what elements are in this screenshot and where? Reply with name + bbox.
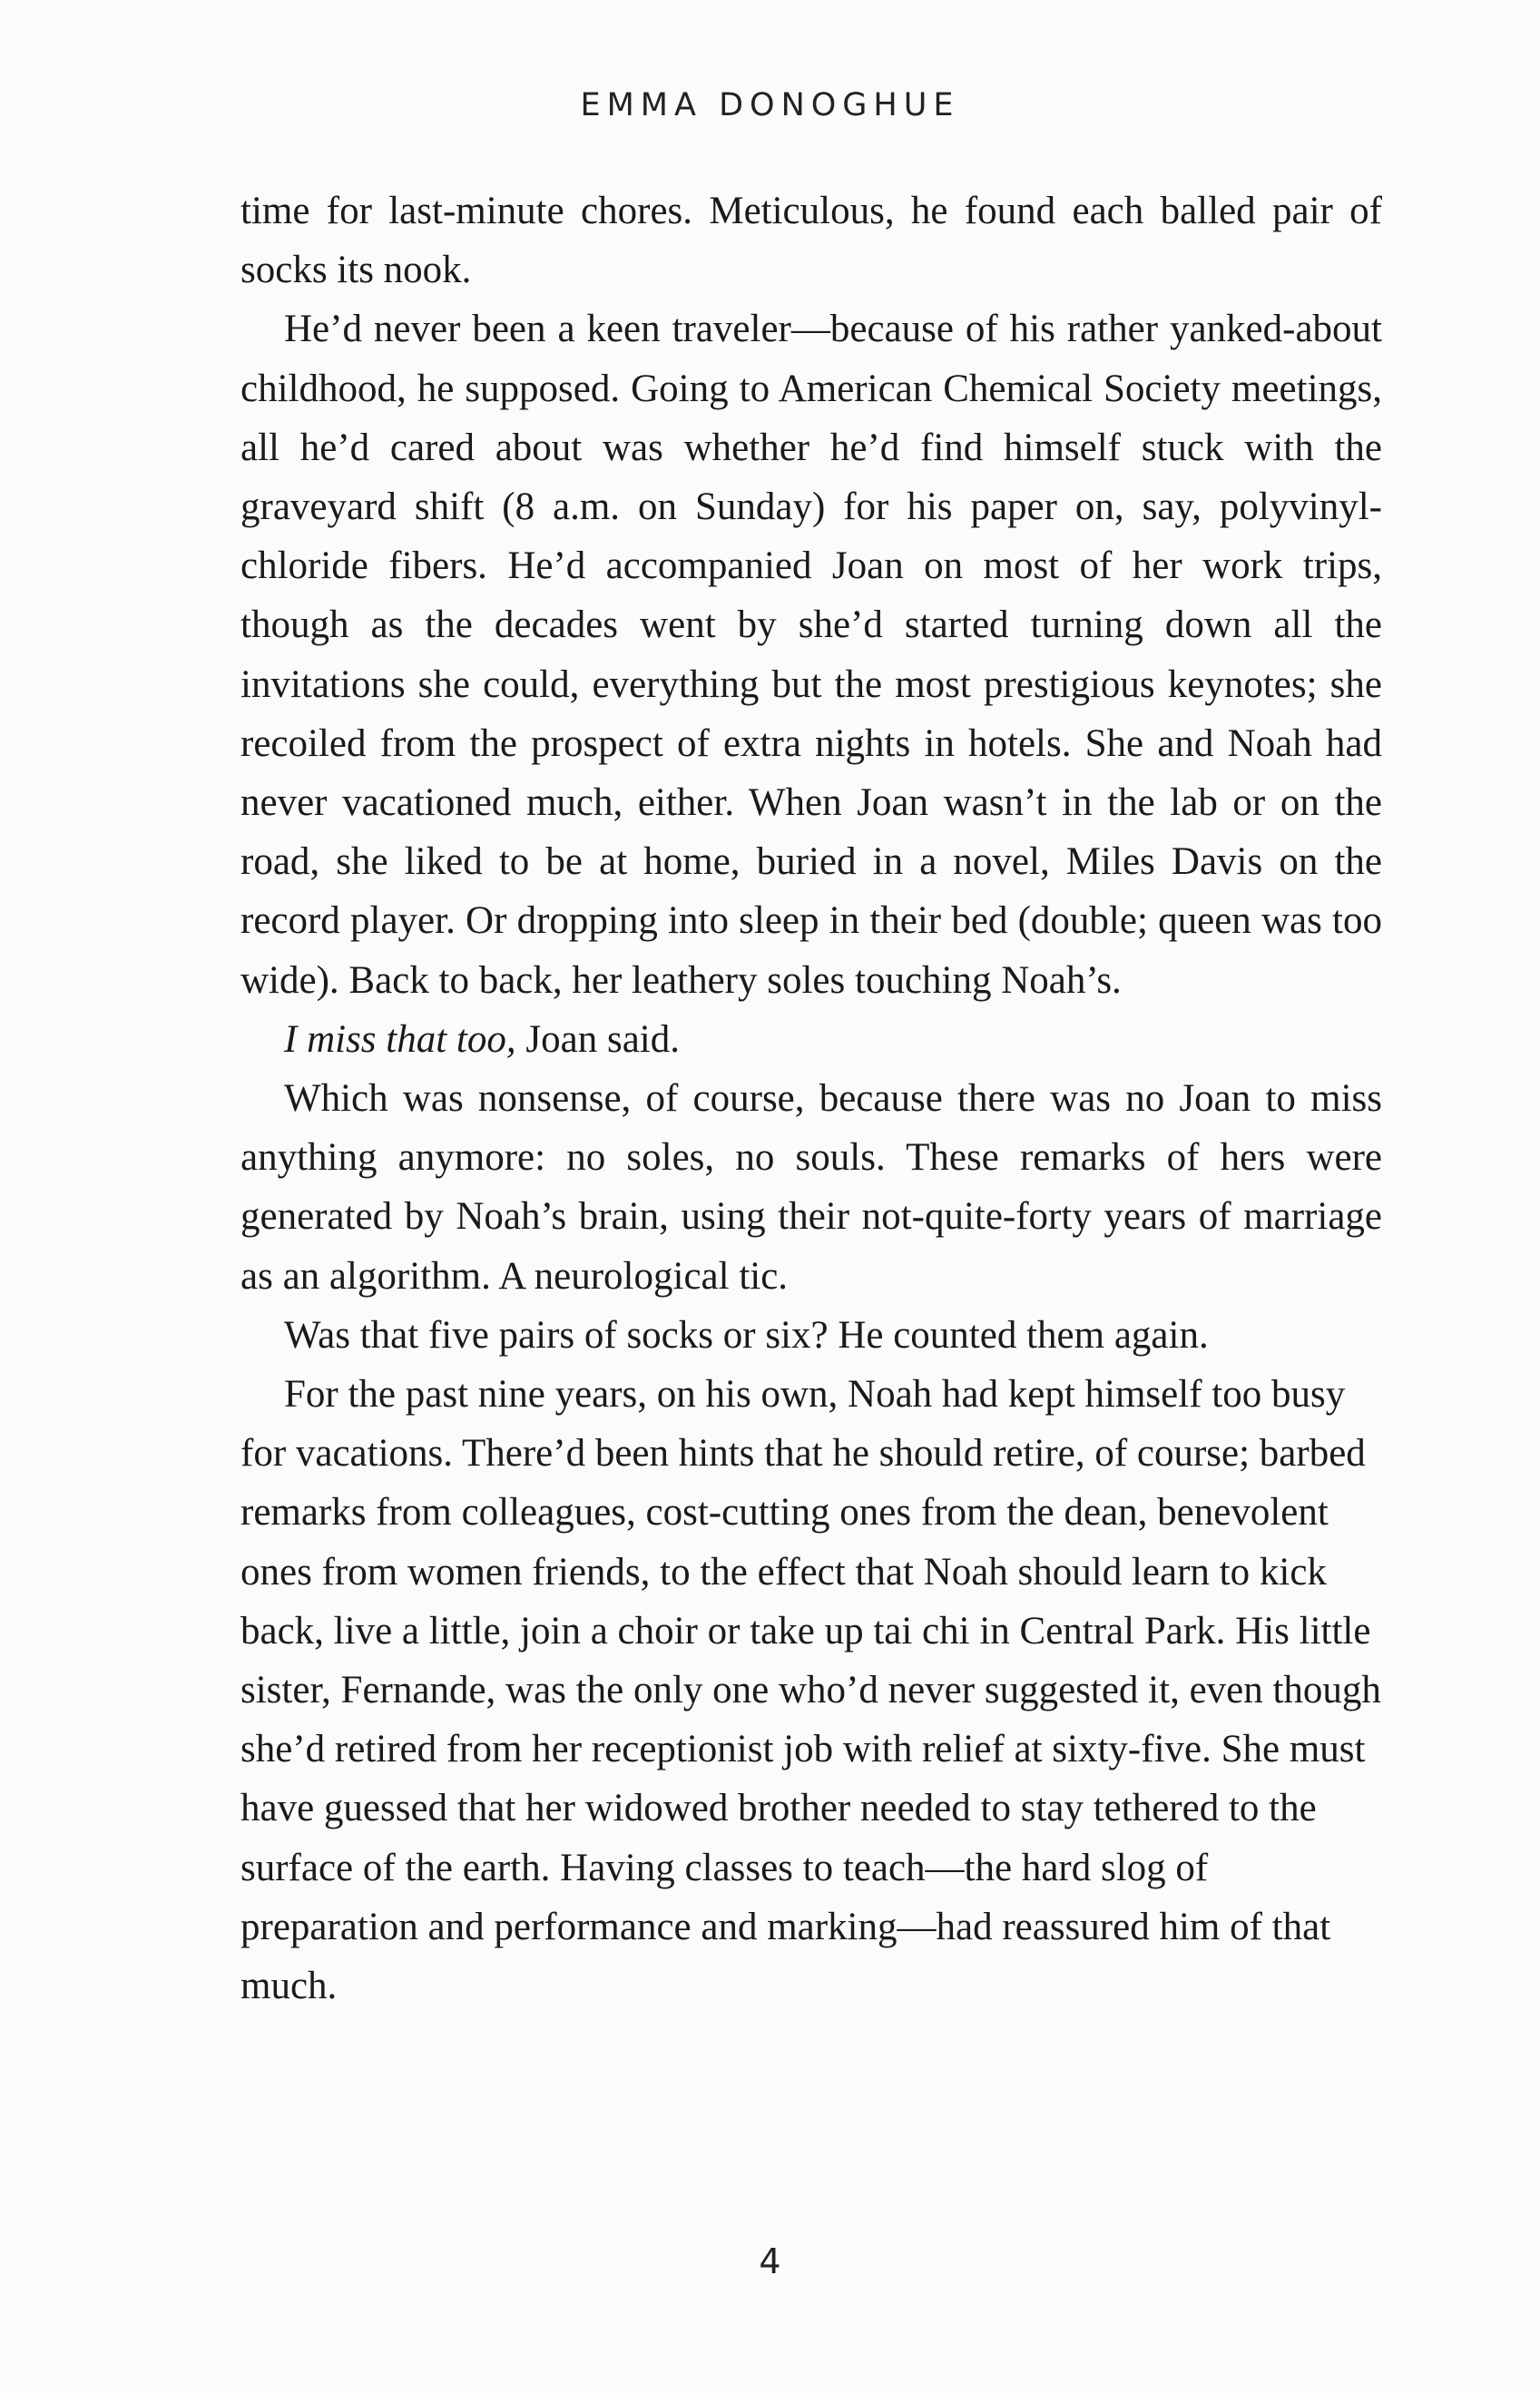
joan-remark-attribution: Joan said. (515, 1017, 680, 1061)
paragraph-6: For the past nine years, on his own, Noah had kept himself too busy for vacations. There’d been hints that he should retire, of course; barbed remarks from colleagues, cost-cutting ones from the dean, benevolent ones from women friends, to the effect that Noah should learn to kick back, live a little, join a choir or take up tai chi in Central Park. His little sister, Fernande, was the only one who’d never suggested it, even though she’d retired from her receptionist job with relief at sixty-five. She must have guessed that her widowed brother needed to stay tethered to the surface of the earth. Having classes to teach—the hard slog of preparation and performance and marking—had reassured him of that much. (240, 1373, 1381, 2008)
paragraph-3 (240, 1010, 1382, 1069)
joan-remark-italic: I miss that too, (284, 1017, 516, 1061)
paragraph-4: Which was nonsense, of course, because there was no Joan to miss anything anymore: no soles, no souls. These remarks of hers were generated by Noah’s brain, using their not-quite-forty years of marriage as an algorithm. A neurological tic. (240, 1077, 1382, 1298)
body-text (240, 181, 1382, 2015)
paragraph-5: Was that five pairs of socks or six? He counted them again. (284, 1313, 1209, 1357)
page-number: 4 (759, 2241, 781, 2281)
paragraph-1: time for last-minute chores. Meticulous, he found each balled pair of socks its nook. (240, 190, 1382, 292)
paragraph-2: He’d never been a keen traveler—because of his rather yanked-about childhood, he supposed. Going to American Chemical Society meetings, all he’d cared about was whether he’d find himself stuck with the graveyard shift (8 a.m. on Sunday) for his paper on, say, polyvinyl-chloride fibers. He’d accompanied Joan on most of her work trips, though as the decades went by she’d started turning down all the invitations she could, everything but the most prestigious keynotes; she recoiled from the prospect of extra nights in hotels. She and Noah had never vacationed much, either. When Joan wasn’t in the lab or on the road, she liked to be at home, buried in a novel, Miles Davis on the record player. Or dropping into sleep in their bed (double; queen was too wide). Back to back, her leathery soles touching Noah’s. (240, 308, 1382, 1002)
running-head: EMMA DONOGHUE (580, 87, 960, 123)
